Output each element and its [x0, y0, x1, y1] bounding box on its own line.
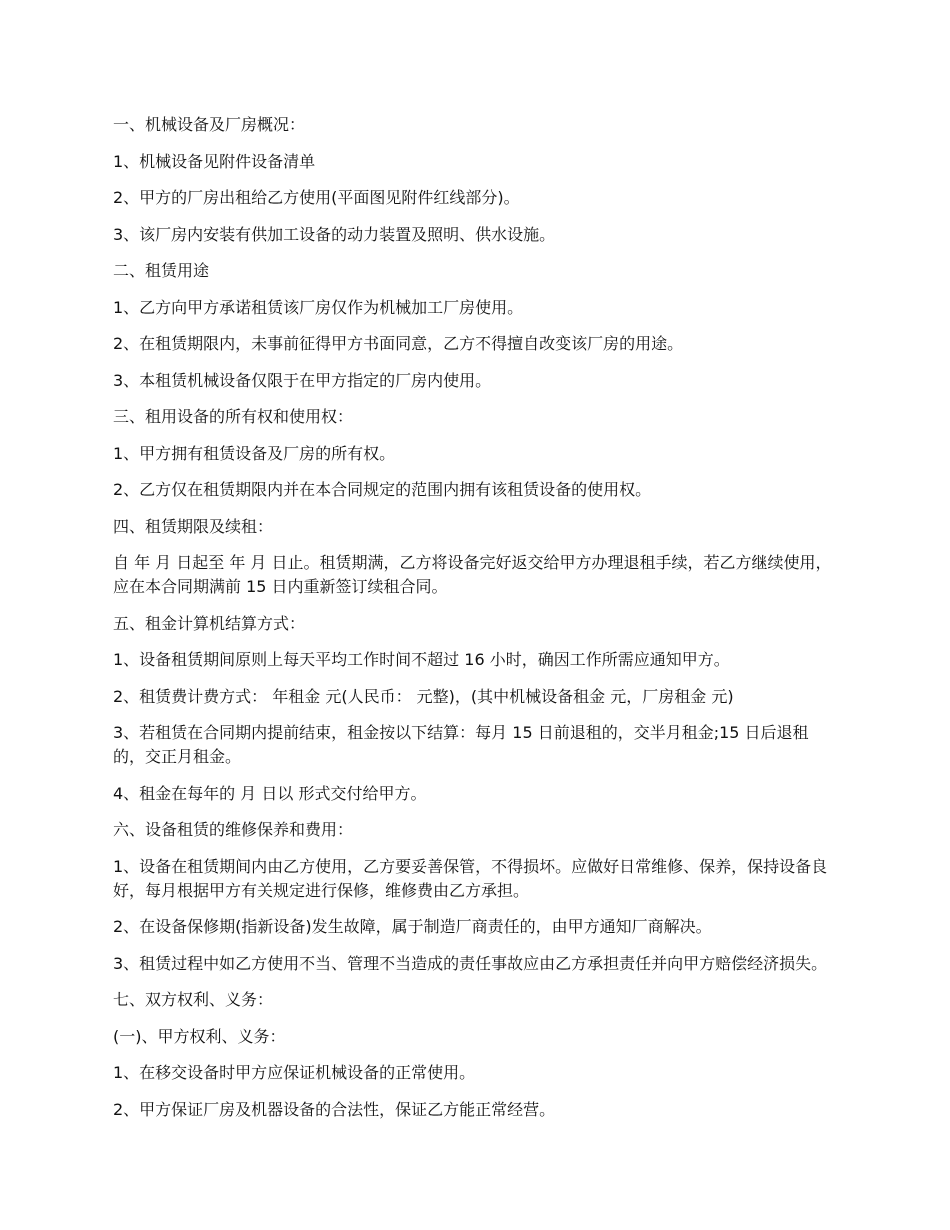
clause-paragraph: 1、设备在租赁期间内由乙方使用，乙方要妥善保管，不得损坏。应做好日常维修、保养，保持设备良好，每月根据甲方有关规定进行保修，维修费由乙方承担。: [113, 856, 828, 900]
section-heading: 三、租用设备的所有权和使用权：: [113, 407, 354, 426]
clause-paragraph: 2、甲方的厂房出租给乙方使用(平面图见附件红线部分)。: [113, 188, 520, 207]
clause-paragraph: 1、乙方向甲方承诺租赁该厂房仅作为机械加工厂房使用。: [113, 297, 524, 317]
subsection-heading: (一)、甲方权利、义务：: [113, 1026, 286, 1046]
clause-paragraph: 2、在设备保修期(指新设备)发生故障，属于制造厂商责任的，由甲方通知厂商解决。: [113, 917, 712, 936]
clause-paragraph: 3、该厂房内安装有供加工设备的动力装置及照明、供水设施。: [113, 224, 556, 244]
section-heading: 一、机械设备及厂房概况：: [113, 115, 306, 134]
clause-paragraph: 2、乙方仅在租赁期限内并在本合同规定的范围内拥有该租赁设备的使用权。: [113, 480, 652, 499]
section-heading: 二、租赁用途: [113, 261, 210, 280]
section-heading: 五、租金计算机结算方式：: [113, 613, 306, 633]
section-heading: 七、双方权利、义务：: [113, 990, 274, 1009]
clause-paragraph: 3、若租赁在合同期内提前结束，租金按以下结算：每月 15 日前退租的，交半月租金;15 日后退租的，交正月租金。: [113, 723, 809, 766]
clause-paragraph: 1、甲方拥有租赁设备及厂房的所有权。: [113, 443, 396, 463]
section-heading: 四、租赁期限及续租：: [113, 516, 274, 536]
clause-paragraph: 4、租金在每年的 月 日以 形式交付给甲方。: [113, 783, 427, 803]
document-body: [113, 113, 833, 1134]
clause-paragraph: 2、在租赁期限内，未事前征得甲方书面同意，乙方不得擅自改变该厂房的用途。: [113, 334, 684, 353]
clause-paragraph: 自 年 月 日起至 年 月 日止。租赁期满，乙方将设备完好返交给甲方办理退租手续，若乙方继续使用，应在本合同期满前 15 日内重新签订续租合同。: [113, 553, 832, 596]
clause-paragraph: 1、设备租赁期间原则上每天平均工作时间不超过 16 小时，确因工作所需应通知甲方。: [113, 650, 730, 669]
clause-paragraph: 2、租赁费计费方式： 年租金 元(人民币： 元整)，(其中机械设备租金 元，厂房租金 元): [113, 686, 734, 706]
clause-paragraph: 2、甲方保证厂房及机器设备的合法性，保证乙方能正常经营。: [113, 1099, 556, 1119]
clause-paragraph: 3、租赁过程中如乙方使用不当、管理不当造成的责任事故应由乙方承担责任并向甲方赔偿经济损失。: [113, 953, 828, 973]
section-heading: 六、设备租赁的维修保养和费用：: [113, 820, 354, 839]
clause-paragraph: 1、机械设备见附件设备清单: [113, 151, 316, 171]
clause-paragraph: 1、在移交设备时甲方应保证机械设备的正常使用。: [113, 1063, 476, 1082]
clause-paragraph: 3、本租赁机械设备仅限于在甲方指定的厂房内使用。: [113, 370, 492, 390]
